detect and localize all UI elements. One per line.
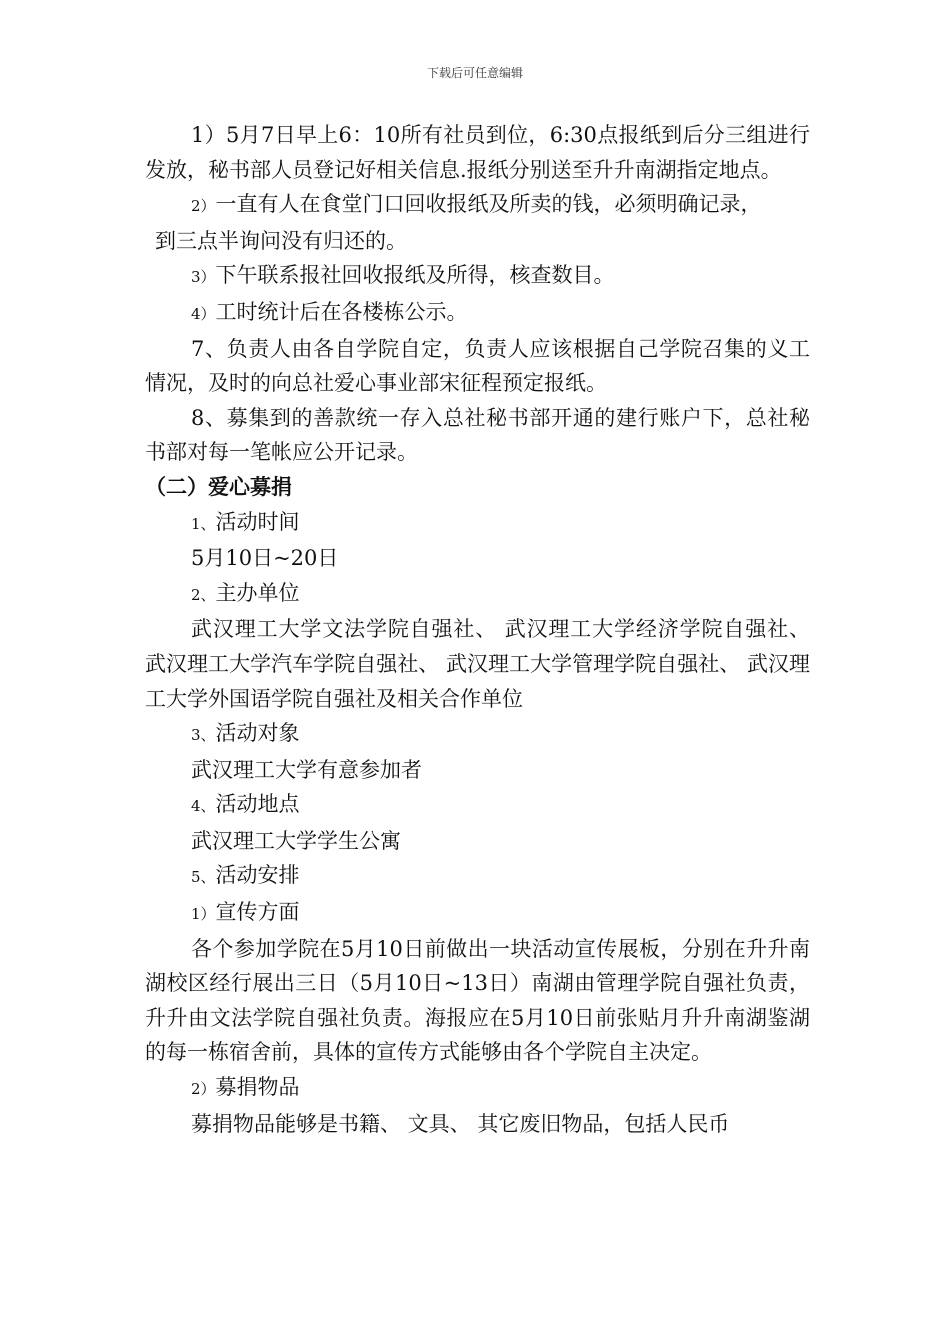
paragraph-item-8: 8、募集到的善款统一存入总社秘书部开通的建行账户下，总社秘书部对每一笔帐应公开记录。: [145, 405, 810, 465]
paragraph-distribution-step-1: 1）5月7日早上6：10所有社员到位，6:30点报纸到后分三组进行发放，秘书部人员登记好相关信息.报纸分别送至升升南湖指定地点。: [145, 123, 810, 182]
item-organizers-value: 武汉理工大学文法学院自强社、 武汉理工大学经济学院自强社、 武汉理工大学汽车学院自强社、 武汉理工大学管理学院自强社、 武汉理工大学外国语学院自强社及相关合作单位: [145, 617, 810, 711]
item-number: 1）: [191, 905, 216, 924]
paragraph-distribution-step-2-cont: 到三点半询问没有归还的。: [155, 228, 407, 253]
section-heading: （二）爱心募捐: [145, 473, 292, 499]
paragraph-distribution-step-2: [145, 187, 810, 224]
item-title: 活动对象: [215, 721, 300, 746]
item-donations-value: 募捐物品能够是书籍、 文具、 其它废旧物品，包括人民币: [191, 1111, 730, 1136]
item-number: 1、: [191, 514, 216, 533]
step-text: 一直有人在食堂门口回收报纸及所卖的钱，必须明确记录，: [215, 192, 762, 217]
step-number: 3）: [191, 268, 216, 287]
item-number: 2、: [191, 585, 216, 604]
item-title: 主办单位: [215, 580, 300, 605]
item-audience-value: 武汉理工大学有意参加者: [191, 757, 422, 782]
item-arrangement: [145, 858, 810, 895]
item-location-value: 武汉理工大学学生公寓: [191, 828, 401, 853]
step-text: 下午联系报社回收报纸及所得，核查数目。: [215, 263, 615, 288]
item-donations: [145, 1070, 810, 1107]
paragraph-item-7: 7、负责人由各自学院自定，负责人应该根据自己学院召集的义工情况，及时的向总社爱心事业部宋征程预定报纸。: [145, 336, 810, 396]
document-body: [145, 118, 810, 1141]
item-activity-time: [145, 505, 810, 542]
item-organizers: [145, 576, 810, 613]
item-publicity-value: 各个参加学院在5月10日前做出一块活动宣传展板，分别在升升南湖校区经行展出三日（5月10日~13日）南湖由管理学院自强社负责，升升由文法学院自强社负责。海报应在5月10日前张贴月升升南湖鉴湖的每一栋宿舍前，具体的宣传方式能够由各个学院自主决定。: [145, 936, 810, 1065]
step-number: 2）: [191, 197, 216, 216]
item-number: 5、: [191, 868, 216, 887]
paragraph-distribution-step-3: [145, 258, 810, 295]
item-number: 3、: [191, 726, 216, 745]
item-title: 活动时间: [215, 509, 300, 534]
item-title: 活动地点: [215, 792, 300, 817]
item-number: 4、: [191, 797, 216, 816]
item-number: 2）: [191, 1080, 216, 1099]
item-audience: [145, 716, 810, 753]
paragraph-distribution-step-4: [145, 295, 810, 332]
item-activity-time-value: 5月10日~20日: [191, 546, 339, 571]
item-title: 募捐物品: [215, 1075, 300, 1100]
item-location: [145, 787, 810, 824]
item-title: 活动安排: [215, 863, 300, 888]
step-number: 4）: [191, 304, 216, 323]
item-publicity: [145, 895, 810, 932]
step-text: 工时统计后在各楼栋公示。: [215, 299, 468, 324]
page-header: 下载后可任意编辑: [426, 66, 523, 80]
item-title: 宣传方面: [215, 900, 300, 925]
